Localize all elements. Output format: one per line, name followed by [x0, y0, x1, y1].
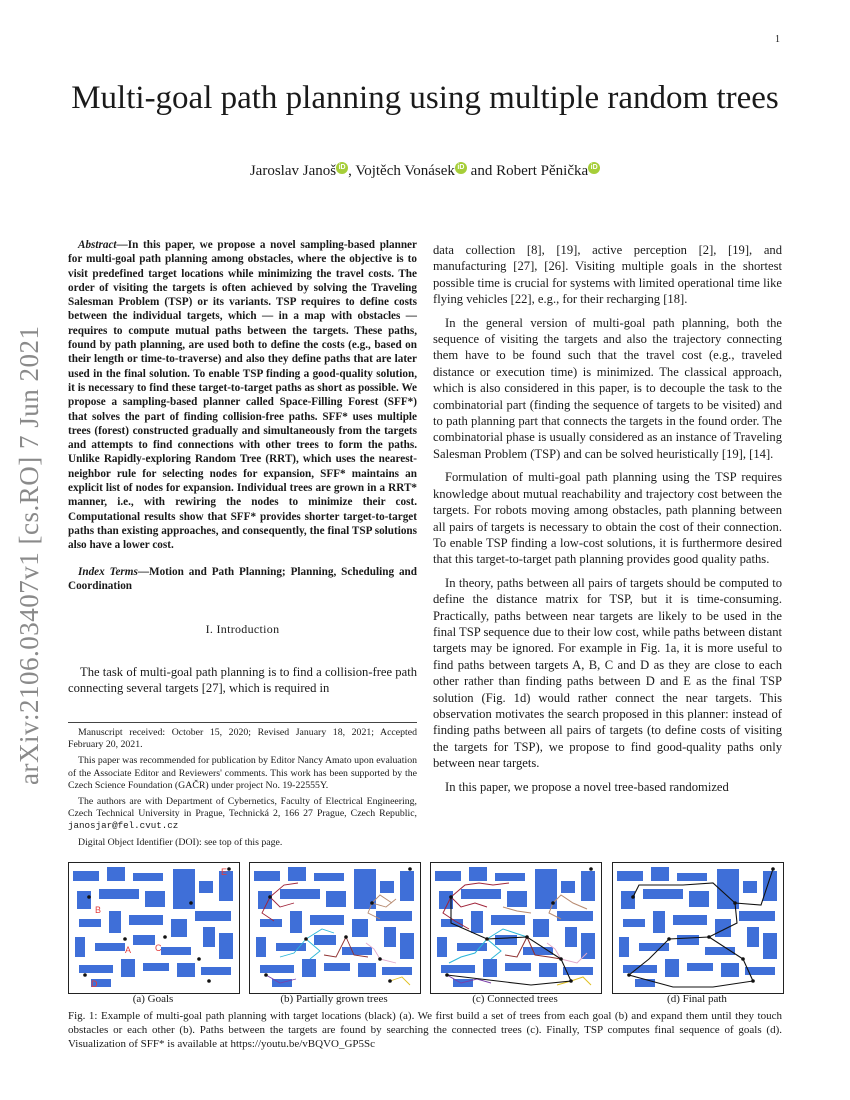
footnote: Manuscript received: October 15, 2020; Revised January 18, 2021; Accepted February 20, 2021. — [68, 727, 417, 751]
intro-paragraph: The task of multi-goal path planning is to find a collision-free path connecting several targets [27], which is required in — [68, 664, 417, 695]
target-label-a: A — [125, 945, 132, 955]
abstract — [68, 238, 417, 553]
page-number: 1 — [775, 34, 780, 45]
orcid-icon[interactable]: iD — [588, 162, 600, 174]
subcaption-connected: (c) Connected trees — [472, 993, 558, 1005]
author-name: Jaroslav Janoš — [249, 163, 337, 179]
target-label-c: C — [155, 943, 162, 953]
footnotes — [68, 722, 417, 849]
section-heading: I. Introduction — [205, 622, 280, 637]
obstacle-map — [254, 867, 414, 987]
right-column — [433, 242, 782, 802]
index-terms-label: Index Terms — [78, 565, 138, 578]
left-column — [68, 238, 417, 696]
figure-panel-goals — [68, 862, 240, 994]
abstract-label: Abstract — [78, 239, 117, 251]
footnote-affiliation: The authors are with Department of Cybernetics, Faculty of Electrical Engineering, Czech Technical University in Prague, Technická 2, 166 27 Prague, Czech Republic, — [68, 796, 417, 820]
figure-panel-final-path — [612, 862, 784, 994]
body-paragraph: Formulation of multi-goal path planning using the TSP requires knowledge about mutual reachability and trajectory cost between the targets. For robots moving among obstacles, path planning between all pairs of targets is necessary to obtain the cost of their connection. To enable TSP finding a low-cost solutions, it is furthermore desired that this target-to-target path planning provides good quality paths. — [433, 470, 782, 567]
author-list: Jaroslav Janoš iD , Vojtěch Vonásek iD and Robert Pěnička iD — [60, 162, 790, 180]
figure-1 — [68, 862, 782, 992]
index-terms — [68, 565, 417, 594]
target-label-b: B — [95, 905, 102, 915]
figure-caption: Fig. 1: Example of multi-goal path planning with target locations (black) (a). We first build a set of trees from each goal (b) and expand them until they touch obstacles or each other (b). Paths between the targets are found by searching the connected trees (c). Finally, TSP computes final sequence of goals (d). Visualization of SFF* is available at https://youtu.be/vBQVO_GP5Sc — [68, 1010, 782, 1050]
email-link[interactable]: janosjar@fel.cvut.cz — [68, 820, 179, 832]
orcid-icon[interactable]: iD — [455, 162, 467, 174]
author-name: Robert Pěnička — [496, 163, 589, 179]
body-paragraph: In the general version of multi-goal path planning, both the sequence of visiting the targets and also the trajectory connecting them have to be found such that the travel cost (e.g., traveled distance or execution time) is minimized. The classical approach, which is also considered in this paper, is to decouple the task to the combinatorial part (finding the sequence of targets to be visited) and to path planning part that connects the targets in the found order. The combinatorial phase is usually considered as an instance of Traveling Salesman Problem (TSP) and can be solved heuristically [19], [14]. — [433, 315, 782, 461]
figure-panel-connected-trees — [430, 862, 602, 994]
author-conjunction: and — [470, 163, 493, 179]
target-label-d: D — [91, 979, 98, 989]
abstract-text: —In this paper, we propose a novel sampling-based planner for multi-goal path planning among obstacles, where the objective is to visit predefined target locations while minimizing the travel costs. The order of visiting the targets is often achieved by solving the Traveling Salesman Problem (TSP) or its variants. TSP requires to define costs between the individual targets, which — in a map with obstacles — requires to compute mutual paths between the targets. These paths, found by path planning, are used both to define the costs (e.g., based on their length or time-to-traverse) and also they define paths that are later used in the final solution. To enable TSP finding a good-quality solution, it is necessary to find these target-to-target paths as short as possible. We propose a sampling-based planner called Space-Filling Forest (SFF*) that solves the part of finding collision-free paths. SFF* uses multiple trees (forest) constructed gradually and simultaneously from the targets and attempts to find connections with other trees to form the paths. Unlike Rapidly-exploring Random Tree (RRT), which uses the nearest-neighbor rule for selecting nodes for expansion, SFF* maintains an explicit list of nodes for expansion. Individual trees are grown in a RRT* manner, i.e., with rewiring the nodes to minimize their cost. Computational results show that SFF* provides shorter target-to-target paths than existing approaches, and consequently, the final TSP solutions also have a lower cost. — [68, 239, 417, 552]
paper-title: Multi-goal path planning using multiple random trees — [71, 80, 779, 116]
footnote — [68, 796, 417, 833]
subcaption-final: (d) Final path — [667, 993, 727, 1005]
index-terms-text: —Motion and Path Planning; Planning, Scheduling and Coordination — [68, 565, 417, 592]
body-paragraph: In theory, paths between all pairs of targets should be computed to define the distance matrix for TSP, but it is time-consuming. Practically, paths between near targets are likely to be used in the final TSP sequence due to their low cost, while paths between distant targets may be ignored. For example in Fig. 1a, it is more useful to find paths between targets A, B, C and D as they are close to each other rather than finding paths between D and E as the final TSP solution (Fig. 1d) would rather connect the near targets. This observation motivates the search proposed in this planner: instead of finding paths between all pairs of targets (to define costs of visiting the targets for TSP), we propose to find good-quality paths only between near targets. — [433, 575, 782, 771]
subcaption-partial: (b) Partially grown trees — [280, 993, 388, 1005]
footnote: Digital Object Identifier (DOI): see top of this page. — [78, 836, 283, 848]
figure-panel-partial-trees — [249, 862, 421, 994]
body-paragraph: data collection [8], [19], active perception [2], [19], and manufacturing [27], [26]. Visiting multiple goals in the shortest possible time is crucial for systems with limited operational time like flying vehicles [22], e.g., for their recharging [18]. — [433, 243, 782, 307]
arxiv-stamp: arXiv:2106.03407v1 [cs.RO] 7 Jun 2021 — [14, 325, 44, 785]
obstacle-map — [73, 867, 233, 987]
author-name: Vojtěch Vonásek — [355, 163, 455, 179]
orcid-icon[interactable]: iD — [336, 162, 348, 174]
footnote: This paper was recommended for publication by Editor Nancy Amato upon evaluation of the Associate Editor and Reviewers' comments. This work has been supported by the Czech Science Foundation (GAČR) under project No. 19-22555Y. — [68, 755, 417, 791]
body-paragraph: In this paper, we propose a novel tree-based randomized — [445, 779, 729, 794]
subcaption-goals: (a) Goals — [132, 993, 174, 1005]
target-label-e: E — [221, 867, 228, 877]
